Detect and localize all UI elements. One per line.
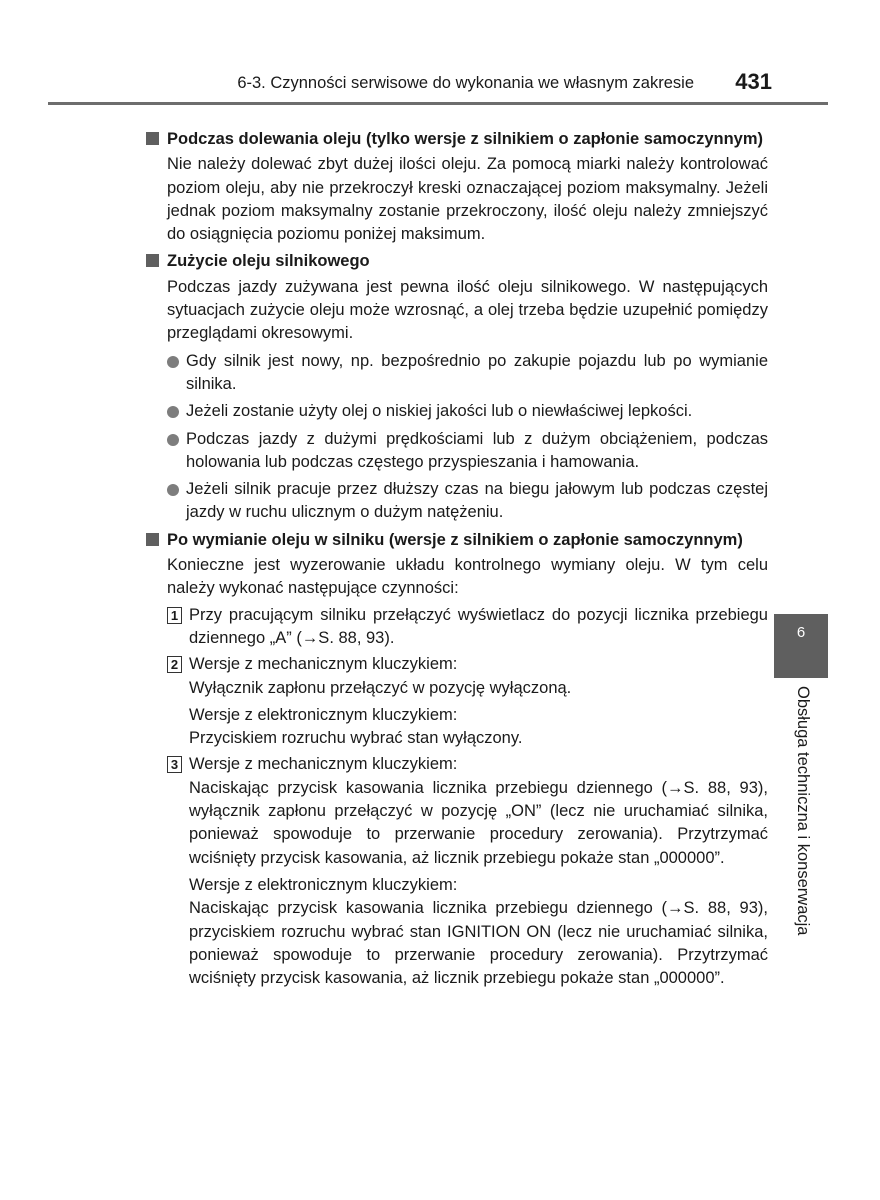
step-variant-title: Wersje z mechanicznym kluczykiem: [189,755,458,774]
chapter-tab [774,614,828,678]
list-item: Gdy silnik jest nowy, np. bezpośrednio po zakupie pojazdu lub po wymianie silnika. [167,350,768,397]
step-variant-text: Naciskając przycisk kasowania licznika przebiegu dziennego (→S. 88, 93), przyciskiem rozruchu wybrać stan IGNITION ON (lecz nie uruchamiać silnika, ponieważ spowoduje to przerwanie procedury zerowania). Przytrzymać wciśnięty przycisk kasowania, aż licznik przebiegu pokaże stan „000000”. [189,899,768,988]
chapter-side-label: Obsługa techniczna i konserwacja [794,686,812,936]
step-variant-text: Wyłącznik zapłonu przełączyć w pozycję wyłączoną. [189,678,572,697]
step-number-badge: 2 [167,656,182,673]
page-content [146,128,768,990]
square-bullet-icon [146,533,159,546]
step-variant-title: Wersje z elektronicznym kluczykiem: [189,875,458,894]
step-2 [167,653,768,750]
circle-bullet-icon [167,484,179,496]
chapter-tab-number: 6 [796,624,806,641]
section-heading-oil-change-reset: Po wymianie oleju w silniku (wersje z silnikiem o zapłonie samoczynnym) [146,529,768,552]
page-header [48,68,828,105]
step-3 [167,753,768,990]
step-number-badge: 3 [167,756,182,773]
circle-bullet-icon [167,356,179,368]
section-paragraph: Podczas jazdy zużywana jest pewna ilość oleju silnikowego. W następujących sytuacjach zużycie oleju może wzrosnąć, a olej trzeba będzie uzupełnić pomiędzy przeglądami okresowymi. [167,277,768,343]
circle-bullet-icon [167,434,179,446]
square-bullet-icon [146,254,159,267]
section-heading-oil-refill: Podczas dolewania oleju (tylko wersje z silnikiem o zapłonie samoczynnym) [146,128,768,151]
list-item: Jeżeli zostanie użyty olej o niskiej jakości lub o niewłaściwej lepkości. [167,400,768,423]
section-paragraph: Konieczne jest wyzerowanie układu kontrolnego wymiany oleju. W tym celu należy wykonać następujące czynności: [167,556,768,598]
step-variant-title: Wersje z elektronicznym kluczykiem: [189,705,458,724]
step-1: 1 Przy pracującym silniku przełączyć wyświetlacz do pozycji licznika przebiegu dziennego „A” (→S. 88, 93). [167,604,768,651]
chapter-title: 6-3. Czynności serwisowe do wykonania we własnym zakresie [237,74,694,92]
circle-bullet-icon [167,406,179,418]
list-item: Podczas jazdy z dużymi prędkościami lub z dużym obciążeniem, podczas holowania lub podczas częstego przyspieszania i hamowania. [167,428,768,475]
section-paragraph: Nie należy dolewać zbyt dużej ilości oleju. Za pomocą miarki należy kontrolować poziom oleju, aby nie przekroczył kreski oznaczającej poziom maksymalny. Jeżeli jednak poziom maksymalny zostanie przekroczony, ilość oleju należy zmniejszyć do osiągnięcia poziomu poniżej maksimum. [167,155,768,244]
step-variant-text: Przyciskiem rozruchu wybrać stan wyłączony. [189,729,523,748]
section-heading-oil-consumption: Zużycie oleju silnikowego [146,250,768,273]
step-variant-text: Naciskając przycisk kasowania licznika przebiegu dziennego (→S. 88, 93), wyłącznik zapłonu przełączyć w pozycję „ON” (lecz nie uruchamiać silnika, ponieważ spowoduje to przerwanie procedury zerowania). Przytrzymać wciśnięty przycisk kasowania, aż licznik przebiegu pokaże stan „000000”. [189,778,768,867]
page-number: 431 [735,69,772,94]
step-variant-title: Wersje z mechanicznym kluczykiem: [189,655,458,674]
step-number-badge: 1 [167,607,182,624]
list-item: Jeżeli silnik pracuje przez dłuższy czas na biegu jałowym lub podczas częstej jazdy w ruchu ulicznym o dużym natężeniu. [167,478,768,525]
square-bullet-icon [146,132,159,145]
